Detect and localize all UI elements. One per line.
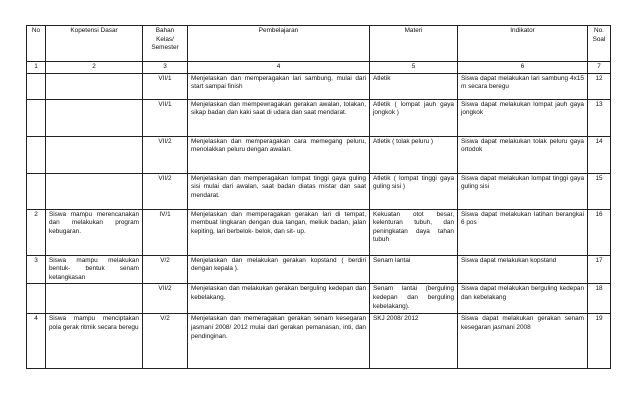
header-indikator: Indikator xyxy=(458,26,588,62)
cell-materi: Senam lantai (berguling kedepan dan berguling kebelakang). xyxy=(370,284,458,314)
cell-kompetensi: Siswa mampu merencanakan dan melakukan program kebugaran. xyxy=(46,209,143,255)
cell-no xyxy=(27,284,46,314)
cell-no-soal: 16 xyxy=(588,209,611,255)
cell-kompetensi xyxy=(46,73,143,99)
cell-indikator: Siswa dapat melakukan lari sambung 4x15 m secara beregu xyxy=(458,73,588,99)
cell-indikator: Siswa dapat melakukan latihan berangkai 6 pos xyxy=(458,209,588,255)
cell-indikator: Siswa dapat melakukan lompat tinggi gaya guling sisi xyxy=(458,173,588,209)
table-row xyxy=(27,209,611,255)
header-bahan-kelas-semester: Bahan Kelas/ Semester xyxy=(143,26,188,62)
cell-pembelajaran: Menjelaskan dan melakukan gerakan kopstand ( berdiri dengan kepala ). xyxy=(188,255,370,284)
cell-bahan: IV/1 xyxy=(143,209,188,255)
cell-no-soal: 17 xyxy=(588,255,611,284)
cell-pembelajaran: Menjelaskan dan memperagakan gerakan lari di tempat, membuat lingkaran dengan dua tangan, meliuk badan, jalan kepiting, lari berbelok- belok, dan sit- up. xyxy=(188,209,370,255)
cell-indikator: Siswa dapat melakukan berguling kedepan dan kebelakang xyxy=(458,284,588,314)
cell-kompetensi xyxy=(46,99,143,136)
cell-kompetensi xyxy=(46,136,143,173)
table-row xyxy=(27,73,611,99)
cell-indikator: Siswa dapat melakukan gerakan senam kesegaran jasmani 2008 xyxy=(458,314,588,369)
table-row xyxy=(27,314,611,369)
column-number: 5 xyxy=(370,62,458,74)
table-row xyxy=(27,173,611,209)
header-row xyxy=(27,26,611,62)
column-number: 1 xyxy=(27,62,46,74)
cell-no: 2 xyxy=(27,209,46,255)
column-number: 4 xyxy=(188,62,370,74)
header-no: No xyxy=(27,26,46,62)
cell-pembelajaran: Menjelaskan dan memperagakan lompat tinggi gaya guling sisi mulai dari awalan, saat badan diatas mistar dan saat mendarat. xyxy=(188,173,370,209)
cell-no xyxy=(27,73,46,99)
cell-pembelajaran: Menjelaskan dan memperagakan lari sambung, mulai dari start sampai finish xyxy=(188,73,370,99)
cell-pembelajaran: Menjelaskan dan memperagakan cara memegang peluru, menolakkan peluru dengan awalan. xyxy=(188,136,370,173)
column-number: 2 xyxy=(46,62,143,74)
cell-no-soal: 14 xyxy=(588,136,611,173)
cell-bahan: VII/2 xyxy=(143,173,188,209)
header-materi: Materi xyxy=(370,26,458,62)
cell-kompetensi xyxy=(46,284,143,314)
cell-indikator: Siswa dapat melakukan kopstand xyxy=(458,255,588,284)
column-number: 7 xyxy=(588,62,611,74)
cell-indikator: Siswa dapat melakukan tolak peluru gaya ortodok xyxy=(458,136,588,173)
cell-no xyxy=(27,99,46,136)
cell-materi: SKJ 2008/ 2012 xyxy=(370,314,458,369)
cell-no-soal: 13 xyxy=(588,99,611,136)
cell-pembelajaran: Menjelaskan dan memeragakan gerakan senam kesegaran jasmani 2008/ 2012 mulai dari gerakan pemanasan, inti, dan pendinginan. xyxy=(188,314,370,369)
cell-bahan: VII/1 xyxy=(143,99,188,136)
cell-pembelajaran: Menjelaskan dan melakukan gerakan berguling kedepan dan kebelakang. xyxy=(188,284,370,314)
header-pembelajaran: Pembelajaran xyxy=(188,26,370,62)
cell-pembelajaran: Menjelaskan dan mempewragakan gerakan awalan, tolakan, sikap badan dan kaki saat di udara dan saat mendarat. xyxy=(188,99,370,136)
table-row xyxy=(27,255,611,284)
cell-bahan: VII/2 xyxy=(143,284,188,314)
column-number: 6 xyxy=(458,62,588,74)
cell-kompetensi xyxy=(46,173,143,209)
cell-no xyxy=(27,136,46,173)
cell-materi: Atletik ( lompat tinggi gaya guling sisi ) xyxy=(370,173,458,209)
cell-materi: Atletik ( tolak peluru ) xyxy=(370,136,458,173)
table-row xyxy=(27,284,611,314)
cell-no: 4 xyxy=(27,314,46,369)
cell-bahan: V/2 xyxy=(143,255,188,284)
table-row xyxy=(27,136,611,173)
cell-materi: Atletik ( lompat jauh gaya jongkok ) xyxy=(370,99,458,136)
curriculum-table xyxy=(26,25,611,369)
cell-materi: Kekuatan otot besar, kelenturan tubuh, dan peningkatan daya tahan tubuh xyxy=(370,209,458,255)
table-row xyxy=(27,99,611,136)
cell-no xyxy=(27,173,46,209)
cell-bahan: V/2 xyxy=(143,314,188,369)
cell-indikator: Siswa dapat melakukan lompat jauh gaya jongkok xyxy=(458,99,588,136)
header-no-soal: No. Soal xyxy=(588,26,611,62)
column-number-row xyxy=(27,62,611,74)
cell-bahan: VII/2 xyxy=(143,136,188,173)
cell-bahan: VII/1 xyxy=(143,73,188,99)
cell-no-soal: 15 xyxy=(588,173,611,209)
cell-no: 3 xyxy=(27,255,46,284)
cell-no-soal: 19 xyxy=(588,314,611,369)
cell-kompetensi: Siswa mampu melakukan bentuk- bentuk senam ketangkasan xyxy=(46,255,143,284)
cell-no-soal: 12 xyxy=(588,73,611,99)
cell-no-soal: 18 xyxy=(588,284,611,314)
cell-materi: Atletik xyxy=(370,73,458,99)
cell-kompetensi: Siswa mampu menciptakan pola gerak ritmik secara beregu xyxy=(46,314,143,369)
column-number: 3 xyxy=(143,62,188,74)
cell-materi: Senam lantai xyxy=(370,255,458,284)
header-kompetensi-dasar: Kopetensi Dasar xyxy=(46,26,143,62)
